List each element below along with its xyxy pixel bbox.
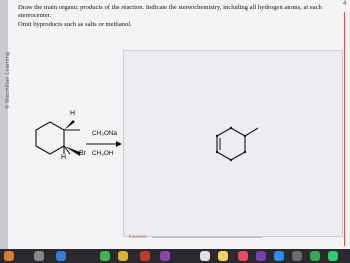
hydrogen-bottom: H <box>61 154 67 161</box>
appstore-icon[interactable] <box>274 251 284 261</box>
question-line-1: Draw the main organic products of the reaction. Indicate the stereochemistry, including all hydrogen atoms, at each stereocenter. <box>18 4 322 20</box>
answer-canvas[interactable] <box>123 50 343 237</box>
answer-divider <box>152 237 262 238</box>
publisher-watermark: © Macmillan Learning <box>5 51 11 109</box>
notes-icon[interactable] <box>218 251 228 261</box>
margin-divider <box>344 12 345 246</box>
question-line-2: Omit byproducts such as salts or methanol. <box>18 20 132 28</box>
hydrogen-top: H <box>70 110 76 117</box>
mail-icon[interactable] <box>118 251 128 261</box>
reagent-above: CH₃ONa <box>92 130 117 137</box>
facetime-icon[interactable] <box>160 251 170 261</box>
photos-icon[interactable] <box>140 251 150 261</box>
product-structure[interactable] <box>214 121 274 171</box>
messages-icon[interactable] <box>100 251 110 261</box>
question-text <box>18 4 342 29</box>
answer-status-label: Incorrect <box>129 234 147 239</box>
music-icon[interactable] <box>238 251 248 261</box>
chat-icon[interactable] <box>328 251 338 261</box>
reaction-arrow <box>86 140 122 148</box>
page-number: 4 <box>343 1 347 7</box>
calendar-icon[interactable] <box>200 251 210 261</box>
chrome-icon[interactable] <box>310 251 320 261</box>
bromine-label: Br <box>79 150 86 157</box>
podcasts-icon[interactable] <box>256 251 266 261</box>
safari-icon[interactable] <box>56 251 66 261</box>
finder-icon[interactable] <box>4 251 14 261</box>
reagent-below: CH₃OH <box>92 150 114 157</box>
settings-icon[interactable] <box>292 251 302 261</box>
launchpad-icon[interactable] <box>34 251 44 261</box>
